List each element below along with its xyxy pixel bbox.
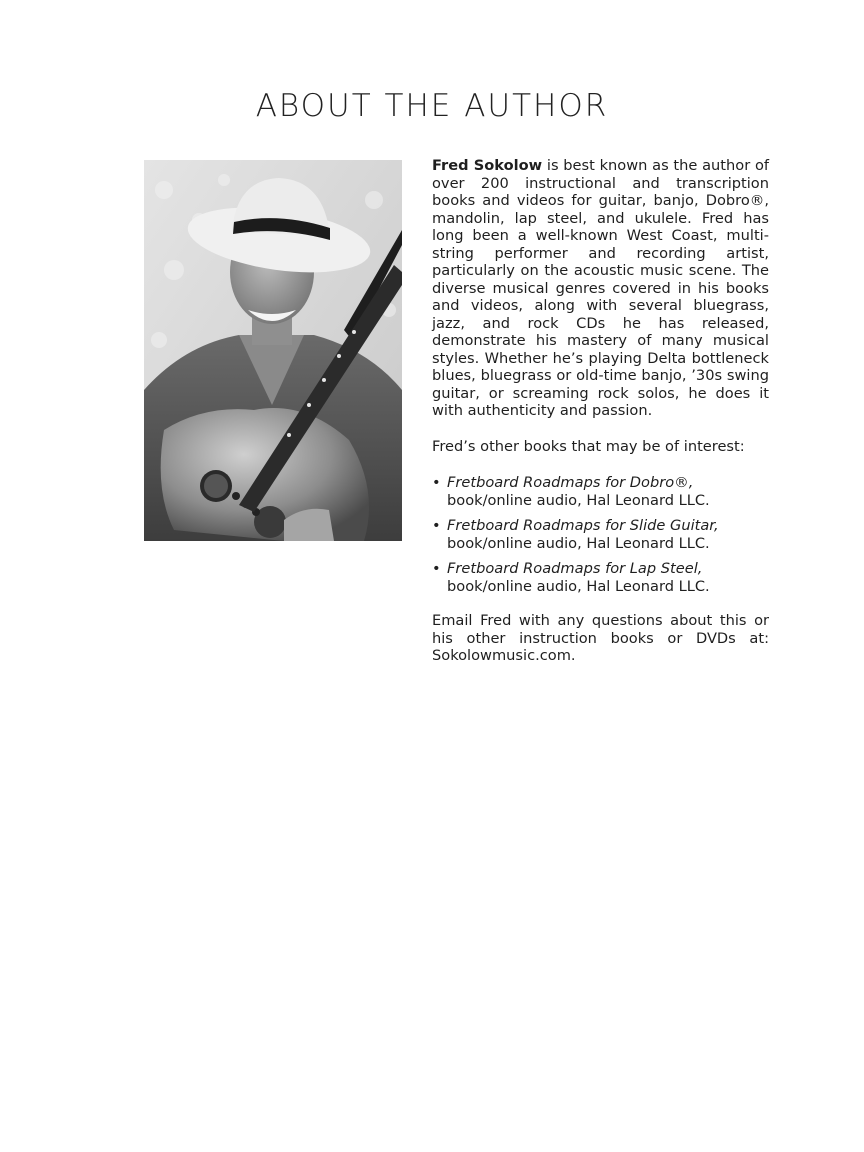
bullet-glyph: • (432, 560, 441, 577)
list-item (432, 560, 769, 595)
book-title: Fretboard Roadmaps for Dobro®, (447, 474, 694, 491)
author-name: Fred Sokolow (432, 157, 543, 174)
book-publisher: book/online audio, Hal Leonard LLC. (447, 491, 710, 509)
book-list (432, 474, 769, 595)
interest-line: Fred’s other books that may be of interest: (432, 437, 745, 455)
email-paragraph: Email Fred with any questions about this or his other instruction books or DVDs at: Sokolowmusic.com. (432, 612, 769, 664)
book-title: Fretboard Roadmaps for Lap Steel, (447, 560, 703, 577)
book-publisher: book/online audio, Hal Leonard LLC. (447, 577, 710, 595)
page-title: ABOUT THE AUTHOR (255, 88, 609, 124)
bullet-glyph: • (432, 517, 441, 534)
list-item (432, 517, 769, 552)
book-publisher: book/online audio, Hal Leonard LLC. (447, 534, 710, 552)
list-item (432, 474, 769, 509)
bio-paragraph (432, 157, 769, 420)
text-column (432, 157, 769, 665)
bullet-glyph: • (432, 474, 441, 491)
bio-text: is best known as the author of over 200 instructional and transcription books and videos for guitar, banjo, Dobro®, mandolin, lap steel, and ukulele. Fred has long been a well-known West Coast, multi-string performer and recording artist, particularly on the acoustic music scene. The diverse musical genres covered in his books and videos, along with several bluegrass, jazz, and rock CDs he has released, demonstrate his mastery of many musical styles. Whether he’s playing Delta bottleneck blues, bluegrass or old-time banjo, ’30s swing guitar, or screaming rock solos, he does it with authenticity and passion. (432, 157, 770, 419)
author-photo (144, 160, 402, 541)
book-title: Fretboard Roadmaps for Slide Guitar, (447, 517, 719, 534)
